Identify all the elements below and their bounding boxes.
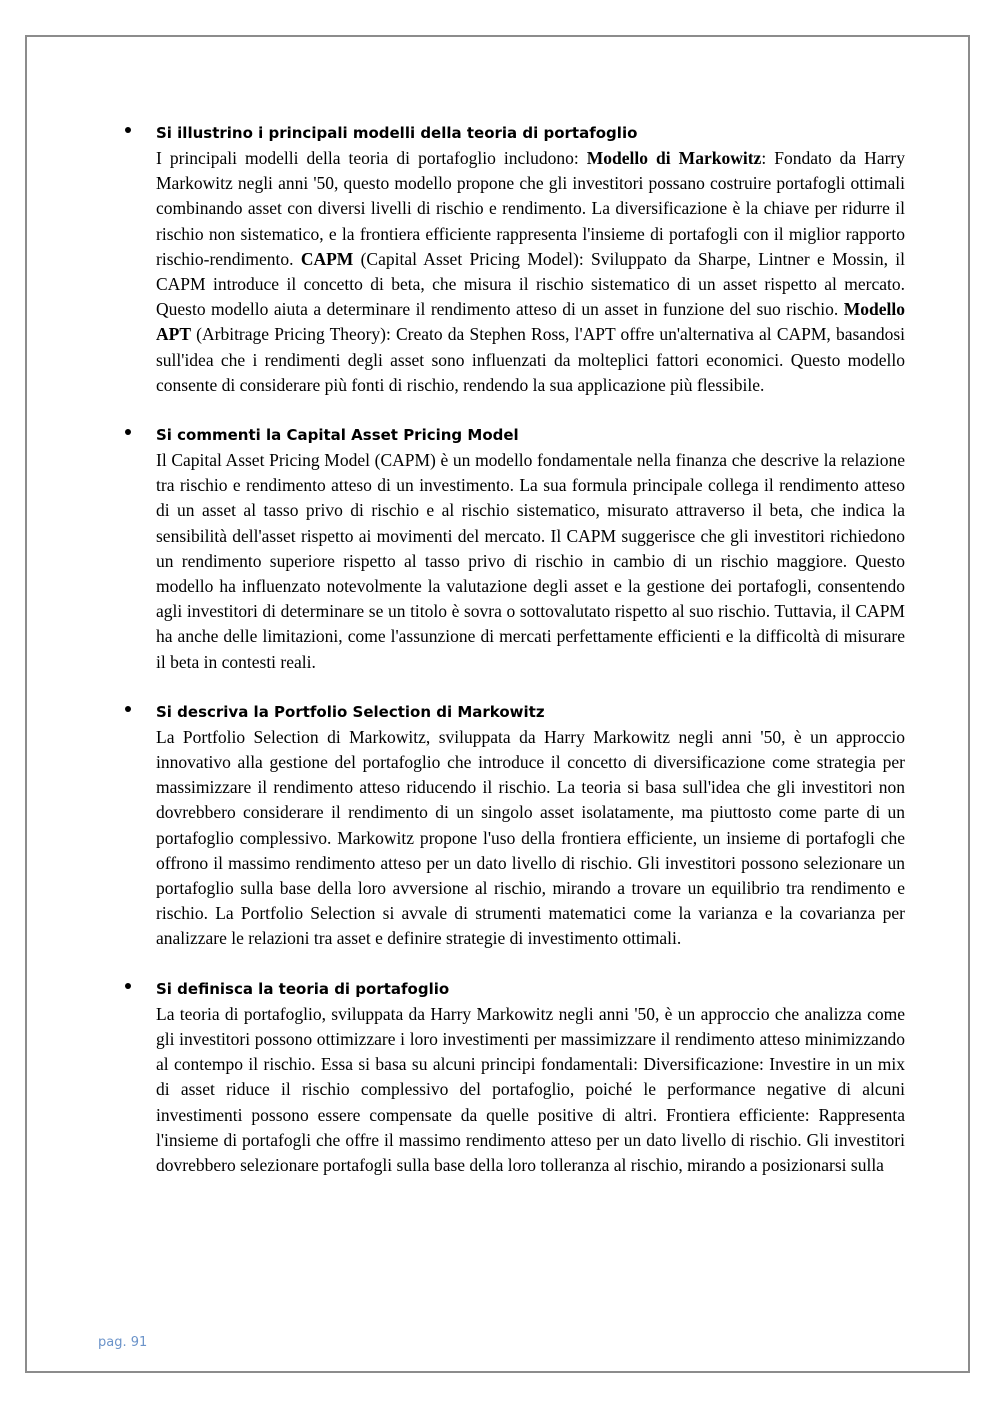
page-number: pag. 91 [98,1335,148,1350]
section-heading: Si definisca la teoria di portafoglio [156,979,450,998]
bullet-icon [125,127,131,133]
list-item [120,977,905,1178]
section-heading: Si descriva la Portfolio Selection di Markowitz [156,702,545,721]
bold-term: Modello di Markowitz [586,148,762,168]
section-body: Il Capital Asset Pricing Model (CAPM) è un modello fondamentale nella finanza che descrive la relazione tra rischio e rendimento atteso di un investimento. La sua formula principale collega il rendimento atteso di un asset al tasso privo di rischio e al rischio sistematico, misurato attraverso il beta, che indica la sensibilità dell'asset rispetto ai movimenti del mercato. Il CAPM suggerisce che gli investitori richiedono un rendimento superiore rispetto al tasso privo di rischio in cambio di un rischio maggiore. Questo modello ha influenzato notevolmente la valutazione degli asset e la gestione dei portafogli, consentendo agli investitori di determinare se un titolo è sovra o sottovalutato rispetto al suo rischio. Tuttavia, il CAPM ha anche delle limitazioni, come l'assunzione di mercati perfettamente efficienti e la difficoltà di misurare il beta in contesti reali. [156,450,905,672]
bold-term: CAPM [300,248,354,269]
bold-term: Modello APT [156,299,905,345]
section-body: La teoria di portafoglio, sviluppata da Harry Markowitz negli anni '50, è un approccio che analizza come gli investitori possono ottimizzare i loro investimenti per massimizzare il rendimento atteso minimizzando al contempo il rischio. Essa si basa su alcuni principi fondamentali: Diversificazione: Investire in un mix di asset riduce il rischio complessivo del portafoglio, poiché le performance negative di alcuni investimenti possono essere compensate da quelle positive di altri. Frontiera efficiente: Rappresenta l'insieme di portafogli che offre il massimo rendimento atteso per un dato livello di rischio. Gli investitori dovrebbero selezionare portafogli sulla base della loro tolleranza al rischio, mirando a posizionarsi sulla [156,1003,905,1175]
document-content [120,121,905,1203]
list-item [120,700,905,952]
bullet-icon [125,429,131,435]
section-body: La Portfolio Selection di Markowitz, sviluppata da Harry Markowitz negli anni '50, è un approccio innovativo alla gestione del portafoglio che introduce il concetto di diversificazione come strategia per massimizzare il rendimento atteso riducendo il rischio. La teoria si basa sull'idea che gli investitori non dovrebbero considerare il rendimento di un singolo asset isolatamente, ma piuttosto come parte di un portafoglio complessivo. Markowitz propone l'uso della frontiera efficiente, un insieme di portafogli che offrono il massimo rendimento atteso per un dato livello di rischio. Gli investitori possono selezionare un portafoglio sulla base della loro avversione al rischio, mirando a trovare un equilibrio tra rendimento e rischio. La Portfolio Selection si avvale di strumenti matematici come la varianza e la covarianza per analizzare le relazioni tra asset e definire strategie di investimento ottimali. [156,726,905,949]
list-item [120,423,905,675]
bullet-icon [125,983,131,989]
section-heading: Si illustrino i principali modelli della teoria di portafoglio [156,124,638,142]
section-body: I principali modelli della teoria di portafoglio includono: Modello di Markowitz: Fondato da Harry Markowitz negli anni '50, questo modello propone che gli investitori possano costruire portafogli ottimali combinando asset con diversi livelli di rischio e rendimento. La diversificazione è la chiave per ridurre il rischio non sistematico, e la frontiera efficiente rappresenta l'insieme di portafogli con il miglior rapporto rischio-rendimento. CAPM (Capital Asset Pricing Model): Sviluppato da Sharpe, Lintner e Mossin, il CAPM introduce il concetto di beta, che misura il rischio sistematico di un asset rispetto al mercato. Questo modello aiuta a determinare il rendimento atteso di un asset in funzione del suo rischio. Modello APT (Arbitrage Pricing Theory): Creato da Stephen Ross, l'APT offre un'alternativa al CAPM, basandosi sull'idea che i rendimenti degli asset sono influenzati da molteplici fattori economici. Questo modello consente di considerare più fonti di rischio, rendendo la sua applicazione più flessibile. [156,148,906,395]
bullet-icon [125,706,131,712]
section-heading: Si commenti la Capital Asset Pricing Model [156,426,519,445]
list-item [120,121,905,398]
